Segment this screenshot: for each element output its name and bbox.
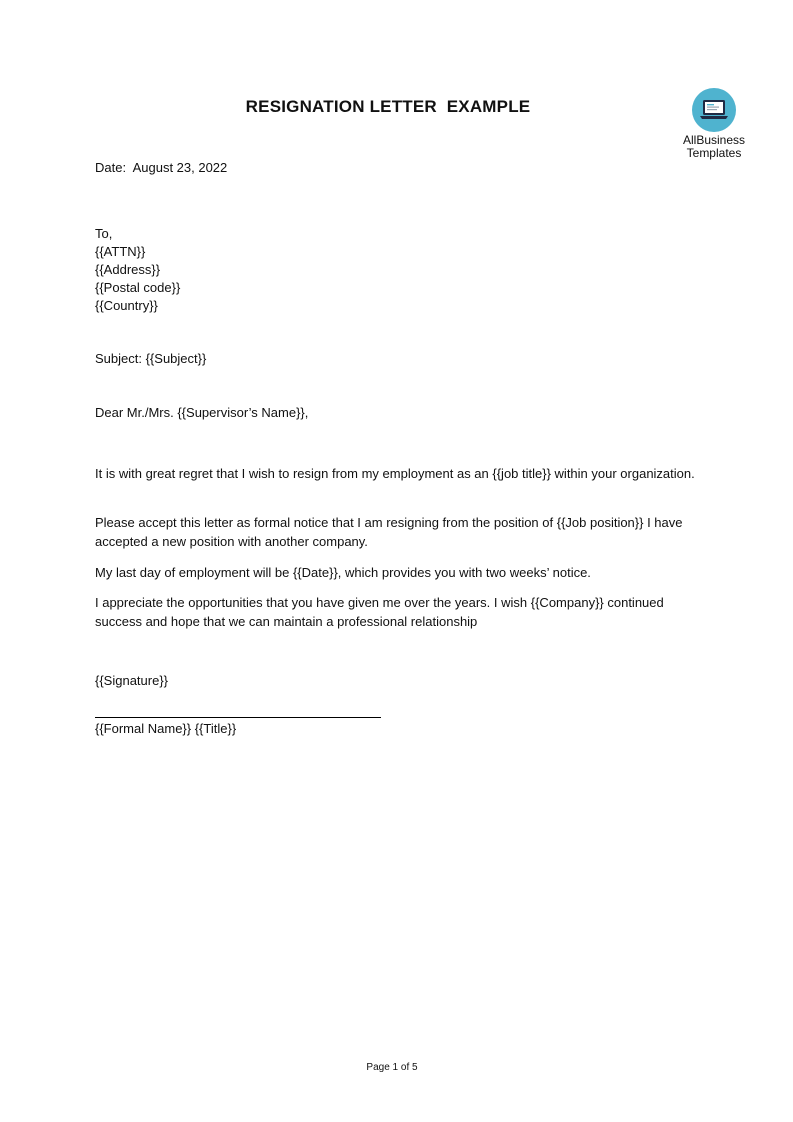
- recipient-attn: {{ATTN}}: [95, 244, 146, 259]
- page-number: Page 1 of 5: [366, 1062, 418, 1073]
- greeting-line: Dear Mr./Mrs. {{Supervisor’s Name}},: [95, 405, 309, 420]
- laptop-icon: [692, 88, 736, 132]
- date-line: Date: August 23, 2022: [95, 160, 228, 175]
- signature-line: [95, 717, 381, 718]
- body-paragraph-3: My last day of employment will be {{Date}}, which provides you with two weeks’ notice.: [95, 565, 591, 580]
- signature-placeholder: {{Signature}}: [95, 673, 169, 688]
- recipient-address: {{Address}}: [95, 262, 161, 277]
- logo-text-line2: Templates: [686, 146, 742, 160]
- subject-line: Subject: {{Subject}}: [95, 351, 207, 366]
- logo-text: [676, 134, 752, 160]
- recipient-salutation: To,: [95, 226, 113, 241]
- recipient-postal-code: {{Postal code}}: [95, 280, 181, 295]
- body-paragraph-2: Please accept this letter as formal notice that I am resigning from the position of {{Job position}} I have accepted a new position with another company.: [95, 515, 683, 549]
- allbusiness-templates-logo: [676, 86, 752, 160]
- body-paragraph-1: It is with great regret that I wish to resign from my employment as an {{job title}} within your organization.: [95, 466, 695, 481]
- body-paragraph-4: I appreciate the opportunities that you have given me over the years. I wish {{Company}} continued success and hope that we can maintain a professional relationship: [95, 595, 664, 629]
- logo-badge: [692, 88, 736, 132]
- logo-text-line1: AllBusiness: [682, 133, 746, 147]
- recipient-country: {{Country}}: [95, 298, 158, 313]
- document-title: RESIGNATION LETTER EXAMPLE: [245, 97, 531, 116]
- formal-name-title: {{Formal Name}} {{Title}}: [95, 721, 237, 736]
